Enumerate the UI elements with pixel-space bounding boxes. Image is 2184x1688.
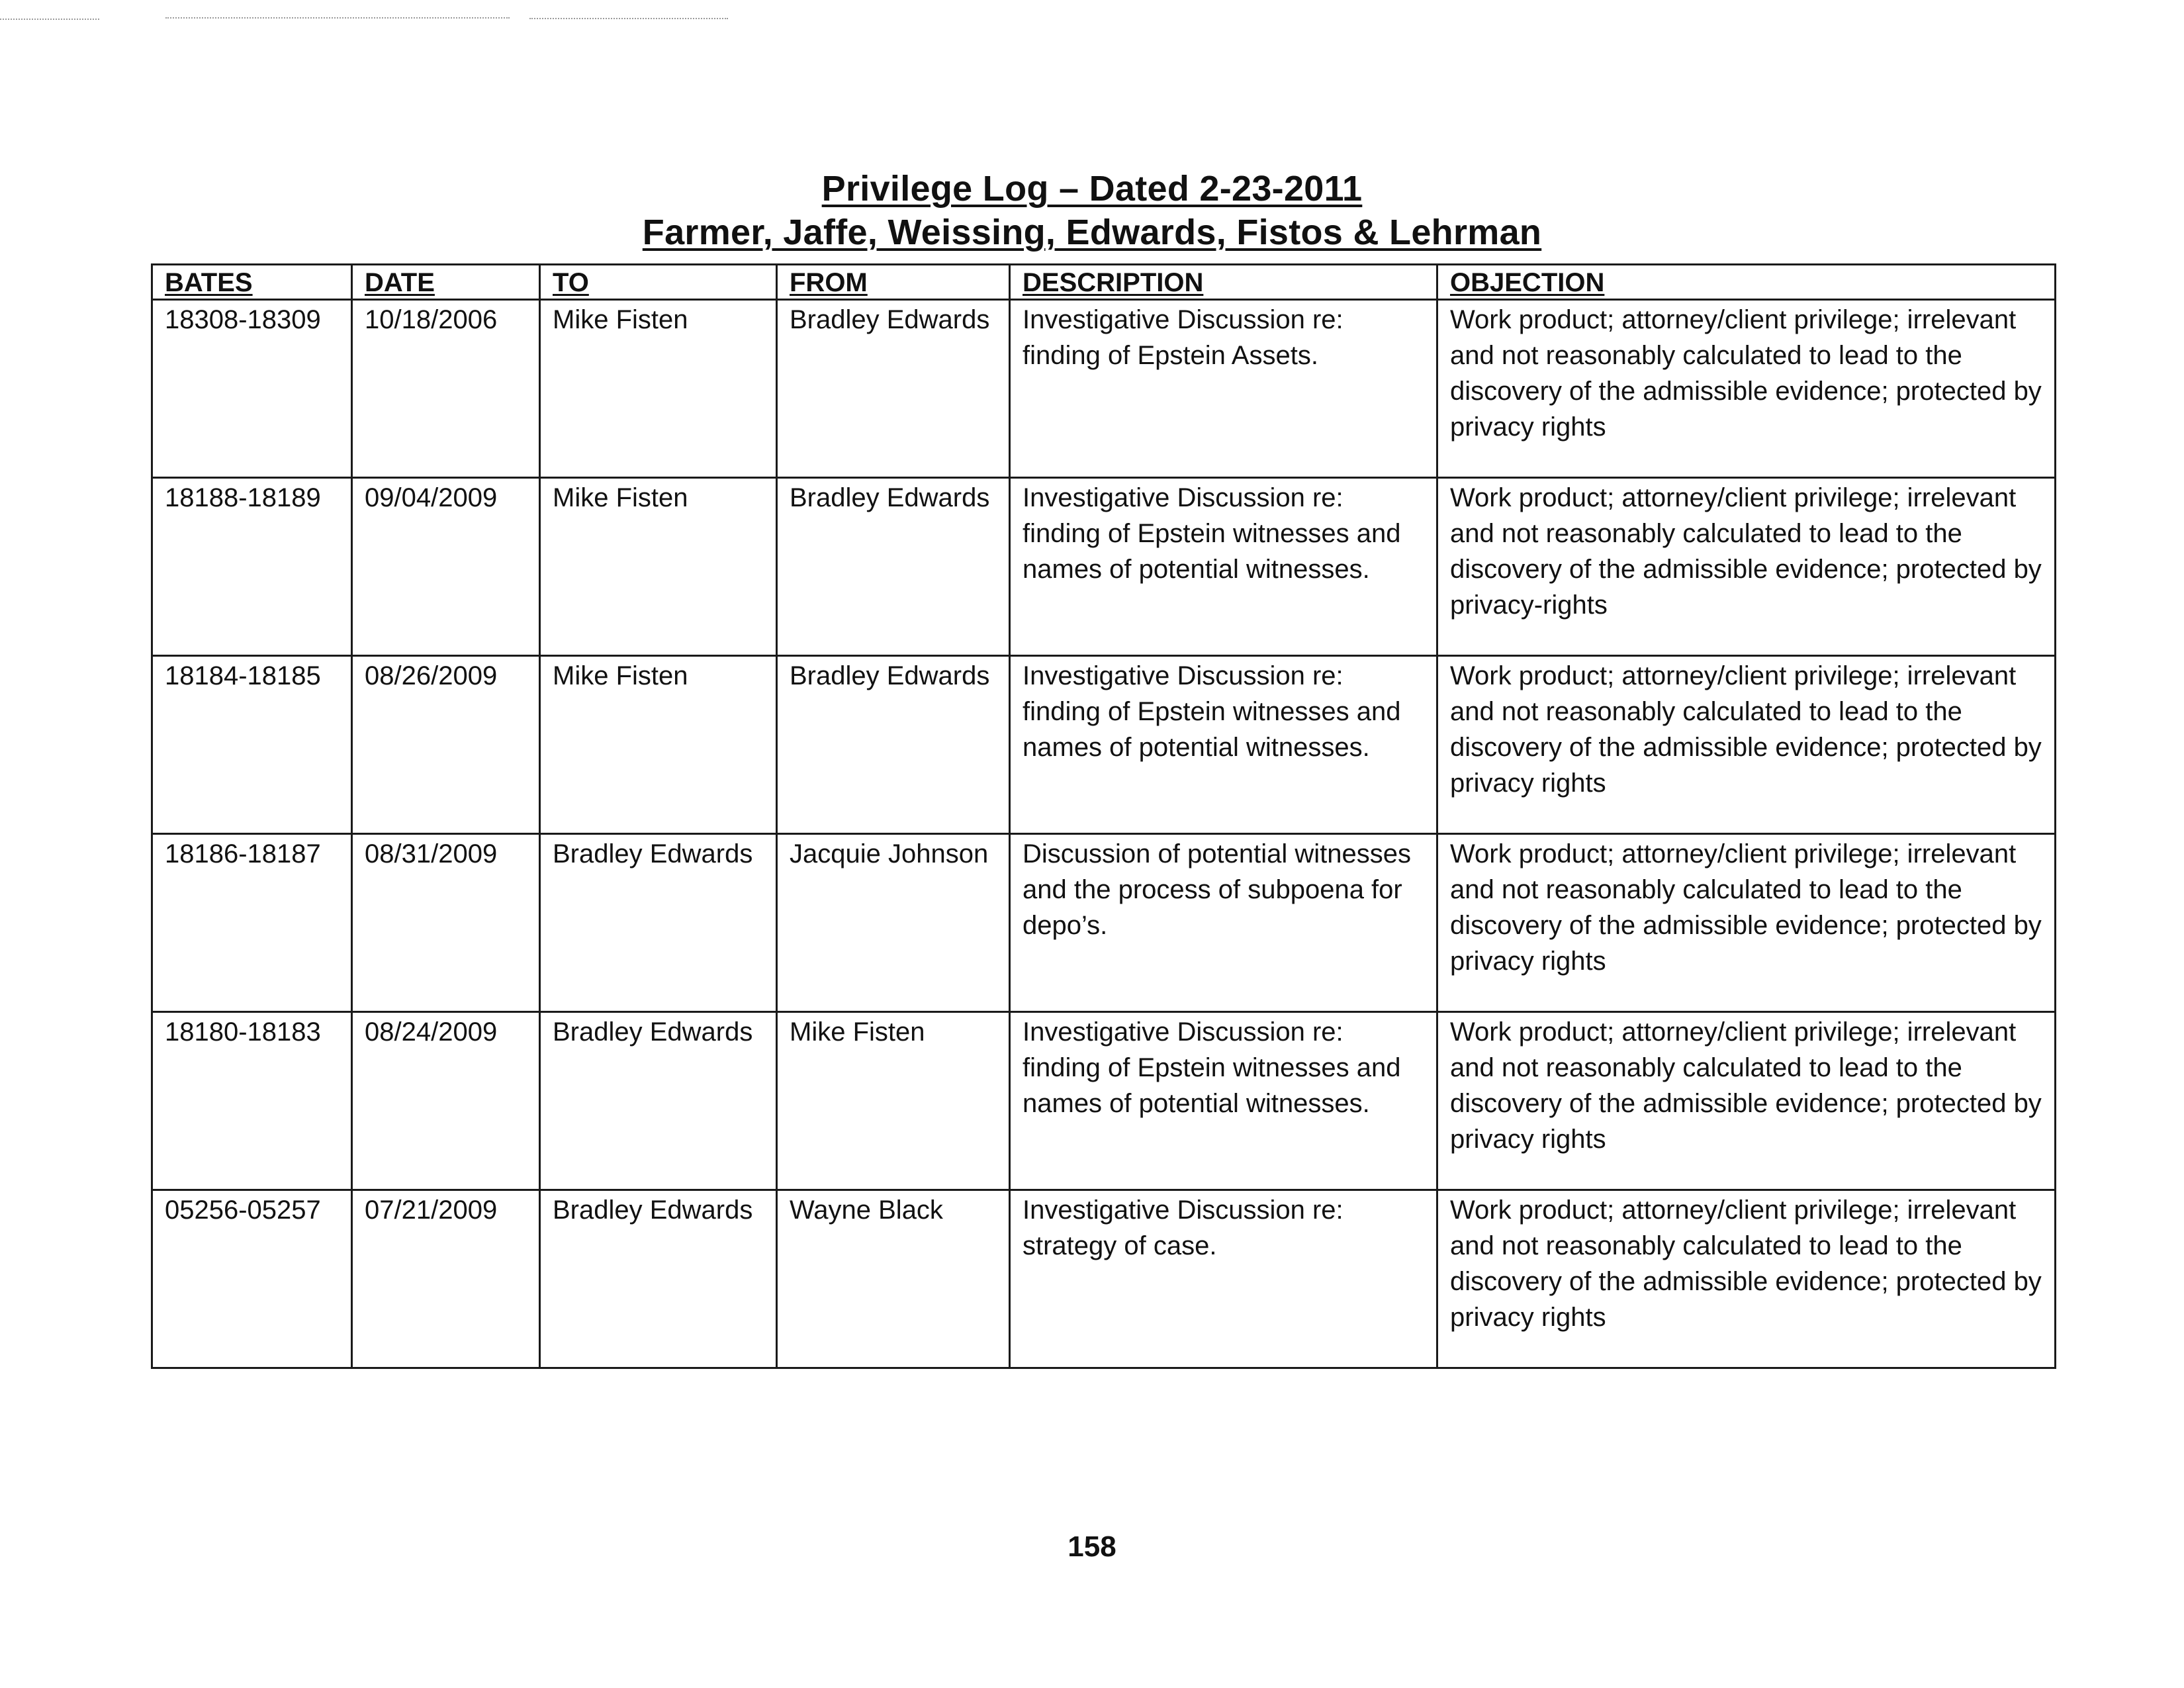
cell-description: Investigative Discussion re: finding of Epstein Assets. <box>1010 300 1437 478</box>
cell-to: Mike Fisten <box>540 300 777 478</box>
cell-description: Investigative Discussion re: strategy of case. <box>1010 1190 1437 1368</box>
cell-objection: Work product; attorney/client privilege; irrelevant and not reasonably calculated to lead to the discovery of the admissible evidence; protected by privacy rights <box>1437 1190 2056 1368</box>
cell-objection: Work product; attorney/client privilege; irrelevant and not reasonably calculated to lead to the discovery of the admissible evidence; protected by privacy rights <box>1437 834 2056 1012</box>
scan-artifact-top <box>529 18 728 19</box>
cell-description: Investigative Discussion re: finding of Epstein witnesses and names of potential witnesses. <box>1010 478 1437 656</box>
cell-from: Mike Fisten <box>777 1012 1010 1190</box>
cell-bates: 18180-18183 <box>152 1012 352 1190</box>
cell-to: Mike Fisten <box>540 656 777 834</box>
cell-objection: Work product; attorney/client privilege; irrelevant and not reasonably calculated to lead to the discovery of the admissible evidence; protected by privacy rights <box>1437 656 2056 834</box>
cell-date: 09/04/2009 <box>352 478 540 656</box>
privilege-log-table <box>151 263 2056 1369</box>
column-header-to: TO <box>540 265 777 300</box>
table-row <box>152 478 2056 656</box>
page-number: 158 <box>1068 1530 1116 1563</box>
column-header-date: DATE <box>352 265 540 300</box>
cell-from: Bradley Edwards <box>777 300 1010 478</box>
cell-to: Bradley Edwards <box>540 834 777 1012</box>
page-title: Privilege Log – Dated 2-23-2011 <box>821 169 1363 209</box>
table-row <box>152 656 2056 834</box>
table-header-row <box>152 265 2056 300</box>
title-block <box>152 167 2032 254</box>
cell-description: Discussion of potential witnesses and the process of subpoena for depo’s. <box>1010 834 1437 1012</box>
cell-to: Bradley Edwards <box>540 1012 777 1190</box>
table-row <box>152 1012 2056 1190</box>
cell-bates: 18188-18189 <box>152 478 352 656</box>
cell-to: Bradley Edwards <box>540 1190 777 1368</box>
cell-from: Jacquie Johnson <box>777 834 1010 1012</box>
column-header-objection: OBJECTION <box>1437 265 2056 300</box>
cell-from: Bradley Edwards <box>777 478 1010 656</box>
cell-bates: 18184-18185 <box>152 656 352 834</box>
cell-objection: Work product; attorney/client privilege; irrelevant and not reasonably calculated to lead to the discovery of the admissible evidence; protected by privacy rights <box>1437 1012 2056 1190</box>
column-header-from: FROM <box>777 265 1010 300</box>
table-row <box>152 834 2056 1012</box>
cell-to: Mike Fisten <box>540 478 777 656</box>
cell-date: 10/18/2006 <box>352 300 540 478</box>
cell-bates: 05256-05257 <box>152 1190 352 1368</box>
cell-bates: 18186-18187 <box>152 834 352 1012</box>
column-header-bates: BATES <box>152 265 352 300</box>
cell-description: Investigative Discussion re: finding of Epstein witnesses and names of potential witnesses. <box>1010 1012 1437 1190</box>
cell-from: Bradley Edwards <box>777 656 1010 834</box>
cell-objection: Work product; attorney/client privilege; irrelevant and not reasonably calculated to lead to the discovery of the admissible evidence; protected by privacy rights <box>1437 300 2056 478</box>
column-header-description: DESCRIPTION <box>1010 265 1437 300</box>
cell-description: Investigative Discussion re: finding of Epstein witnesses and names of potential witnesses. <box>1010 656 1437 834</box>
cell-bates: 18308-18309 <box>152 300 352 478</box>
cell-objection: Work product; attorney/client privilege; irrelevant and not reasonably calculated to lead to the discovery of the admissible evidence; protected by privacy-rights <box>1437 478 2056 656</box>
table-row <box>152 300 2056 478</box>
scan-artifact-top <box>0 19 99 20</box>
cell-date: 08/31/2009 <box>352 834 540 1012</box>
cell-date: 08/26/2009 <box>352 656 540 834</box>
page-subtitle: Farmer, Jaffe, Weissing, Edwards, Fistos & Lehrman <box>642 212 1542 252</box>
table-row <box>152 1190 2056 1368</box>
scan-artifact-top <box>165 17 510 19</box>
cell-date: 08/24/2009 <box>352 1012 540 1190</box>
cell-from: Wayne Black <box>777 1190 1010 1368</box>
cell-date: 07/21/2009 <box>352 1190 540 1368</box>
